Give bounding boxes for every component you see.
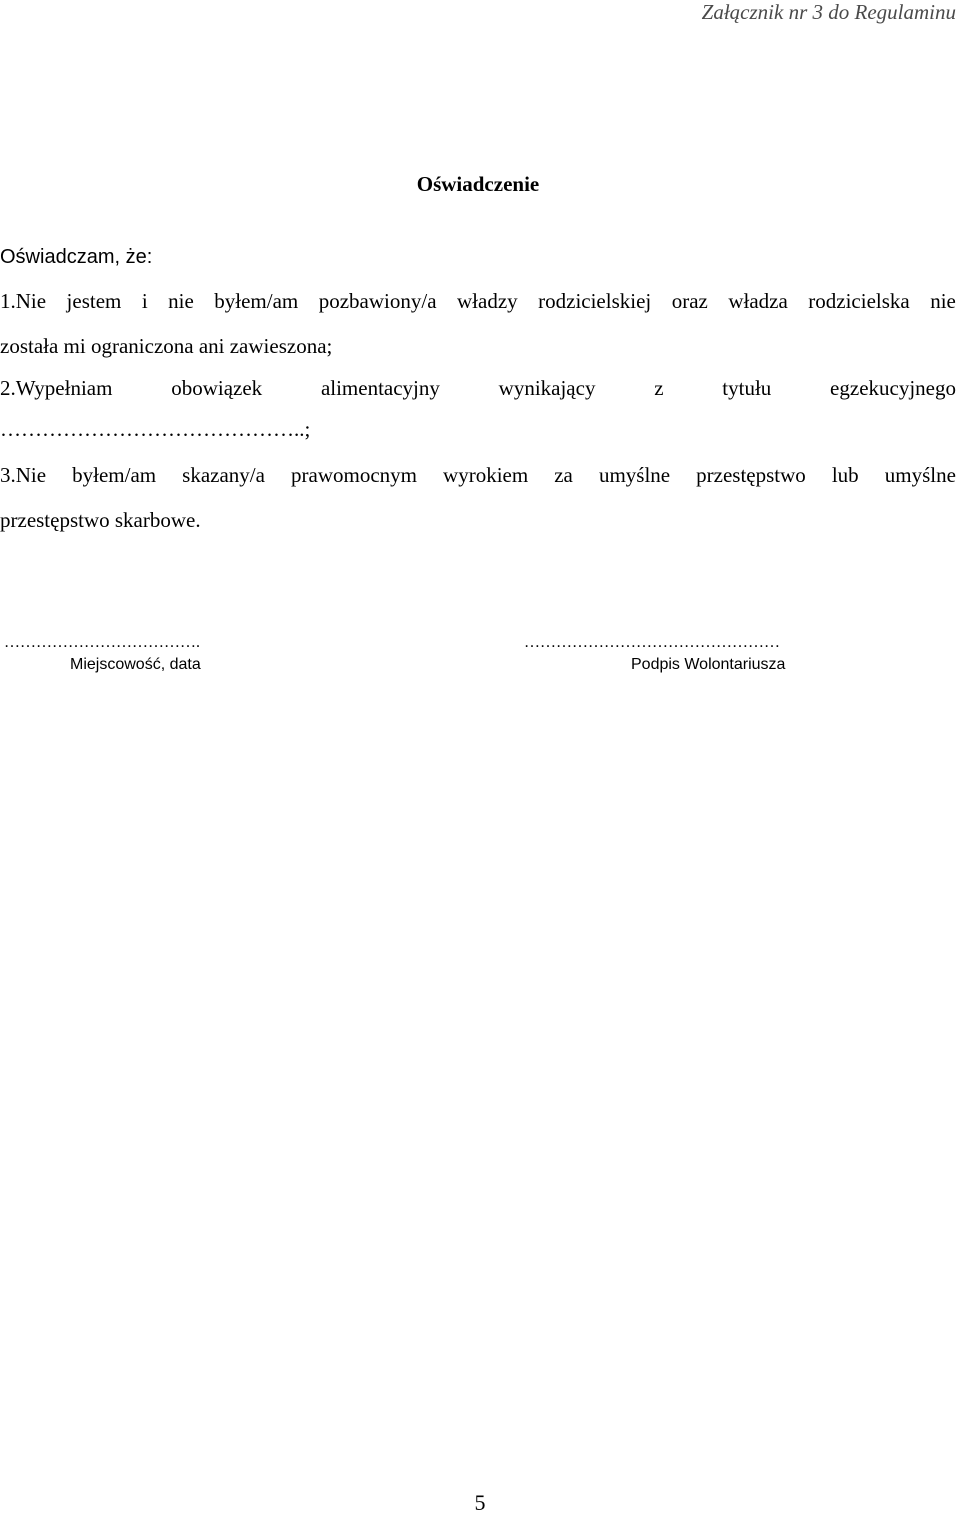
word: władzy <box>457 289 518 313</box>
word: jestem <box>66 289 122 313</box>
word: skazany/a <box>182 463 265 487</box>
page-number: 5 <box>474 1490 486 1515</box>
intro-text: Oświadczam, że: <box>0 246 153 268</box>
word: 2.Wypełniam <box>0 376 113 400</box>
place-date-dotted-line: ………………………………. <box>4 634 200 651</box>
word: 1.Nie <box>0 289 47 313</box>
word: lub <box>831 463 859 487</box>
item-3-line-1 <box>0 463 956 488</box>
word: umyślne <box>598 463 671 487</box>
word: oraz <box>671 289 708 313</box>
word: i <box>141 289 148 313</box>
word: nie <box>930 289 956 313</box>
signature-dotted-line: ………………………………………… <box>524 634 780 651</box>
item-2-fill-line: ……………………………………..; <box>0 417 311 441</box>
volunteer-signature-label: Podpis Wolontariusza <box>631 656 786 673</box>
word: obowiązek <box>171 376 263 400</box>
word: nie <box>168 289 194 313</box>
word: rodzicielska <box>808 289 910 313</box>
word: rodzicielskiej <box>538 289 652 313</box>
item-1-line-1 <box>0 289 956 314</box>
word: wynikający <box>498 376 596 400</box>
place-date-label: Miejscowość, data <box>70 656 201 673</box>
word: wyrokiem <box>443 463 529 487</box>
word: alimentacyjny <box>320 376 440 400</box>
word: umyślne <box>884 463 956 487</box>
word: za <box>554 463 573 487</box>
word: prawomocnym <box>291 463 417 487</box>
document-title: Oświadczenie <box>416 172 540 196</box>
attachment-note: Załącznik nr 3 do Regulaminu <box>701 0 956 24</box>
item-1-line-2: została mi ograniczona ani zawieszona; <box>0 334 333 358</box>
item-2-line-1 <box>0 376 956 401</box>
word: pozbawiony/a <box>318 289 437 313</box>
word: przestępstwo <box>696 463 806 487</box>
word: 3.Nie <box>0 463 47 487</box>
word: z <box>654 376 664 400</box>
item-3-line-2: przestępstwo skarbowe. <box>0 508 201 532</box>
word: władza <box>728 289 788 313</box>
word: byłem/am <box>214 289 299 313</box>
word: tytułu <box>722 376 772 400</box>
word: byłem/am <box>72 463 157 487</box>
word: egzekucyjnego <box>830 376 956 400</box>
